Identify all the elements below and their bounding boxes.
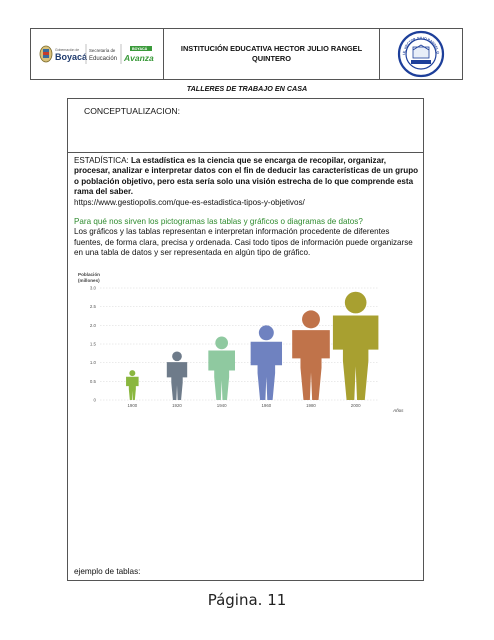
pictogram-figure-1900 [126, 370, 139, 400]
y-tick-label: 1.5 [89, 341, 96, 347]
logo-secretaria-text: Secretaría de [89, 48, 116, 53]
statistics-url: https://www.gestiopolis.com/que-es-estadistica-tipos-y-objetivos/ [74, 197, 305, 207]
statistics-definition [74, 156, 419, 208]
boyaca-logos [31, 29, 164, 79]
logo-gob-text: Gobernación de [55, 48, 80, 52]
logo-boyaca-text: Boyacá [55, 52, 88, 62]
x-tick-label: 1920 [172, 403, 182, 408]
statistics-bold-text: La estadística es la ciencia que se encarga de recopilar, organizar, procesar, analizar e interpretar datos con el fin de deducir las características de un grupo o población objetivo, pero esta sería solo una visión estrecha de lo que comprende esta rama del saber. [74, 156, 419, 197]
y-tick-label: 0.5 [89, 378, 96, 384]
pictogram-question: Para qué nos sirven los pictogramas las tablas y gráficos o diagramas de datos? [74, 217, 363, 226]
content-divider [67, 152, 424, 153]
example-label: ejemplo de tablas: [74, 567, 141, 576]
pictogram-figure-1980 [292, 310, 330, 400]
seal-text: I.E. HECTOR JULIO RANGEL Q [401, 35, 440, 56]
statistics-label: ESTADÍSTICA: [74, 156, 131, 165]
y-tick-label: 0 [93, 397, 96, 403]
x-tick-label: 1980 [306, 403, 316, 408]
subtitle: TALLERES DE TRABAJO EN CASA [186, 84, 308, 93]
logo-avanza-text: Avanza [124, 53, 154, 63]
pictogram-figure-1940 [208, 337, 235, 400]
x-tick-label: 1940 [216, 403, 227, 408]
pictogram-figure-1920 [167, 351, 187, 400]
x-axis-label: Años [393, 408, 404, 413]
institution-line-1: INSTITUCIÓN EDUCATIVA HECTOR JULIO RANGEL [180, 44, 363, 53]
concept-heading: CONCEPTUALIZACION: [84, 106, 180, 116]
logo-avanza-tag: BOYACÁ [132, 47, 148, 51]
school-seal [380, 29, 462, 79]
y-tick-label: 1.0 [89, 360, 96, 366]
logo-educacion-text: Educación [89, 56, 118, 62]
x-tick-label: 1900 [127, 403, 138, 408]
x-tick-label: 2000 [350, 403, 361, 408]
pictogram-answer: Los gráficos y las tablas representan e interpretan información procedente de diferentes fuentes, de forma clara, precisa y ordenada. Casi todo tipos de información puede organizarse en una tabla de datos y ser representada en algún tipo de gráfico. [74, 227, 413, 258]
y-tick-label: 2.0 [89, 322, 96, 328]
y-axis-label-1: Población [78, 272, 100, 277]
school-seal-icon [396, 30, 446, 78]
header-table [30, 28, 463, 80]
pictogram-question-block [74, 217, 419, 259]
y-axis-label-2: (millones) [78, 278, 100, 283]
y-tick-label: 2.5 [89, 304, 96, 310]
institution-name [164, 29, 380, 79]
y-tick-label: 3.0 [89, 285, 96, 291]
boyaca-education-logo [39, 38, 161, 70]
x-tick-label: 1960 [261, 403, 272, 408]
population-pictogram [78, 270, 414, 416]
pictogram-figure-2000 [333, 292, 378, 400]
pictogram-figure-1960 [251, 325, 282, 400]
page-number: Página. 11 [207, 591, 287, 609]
institution-line-2: QUINTERO [251, 54, 291, 63]
